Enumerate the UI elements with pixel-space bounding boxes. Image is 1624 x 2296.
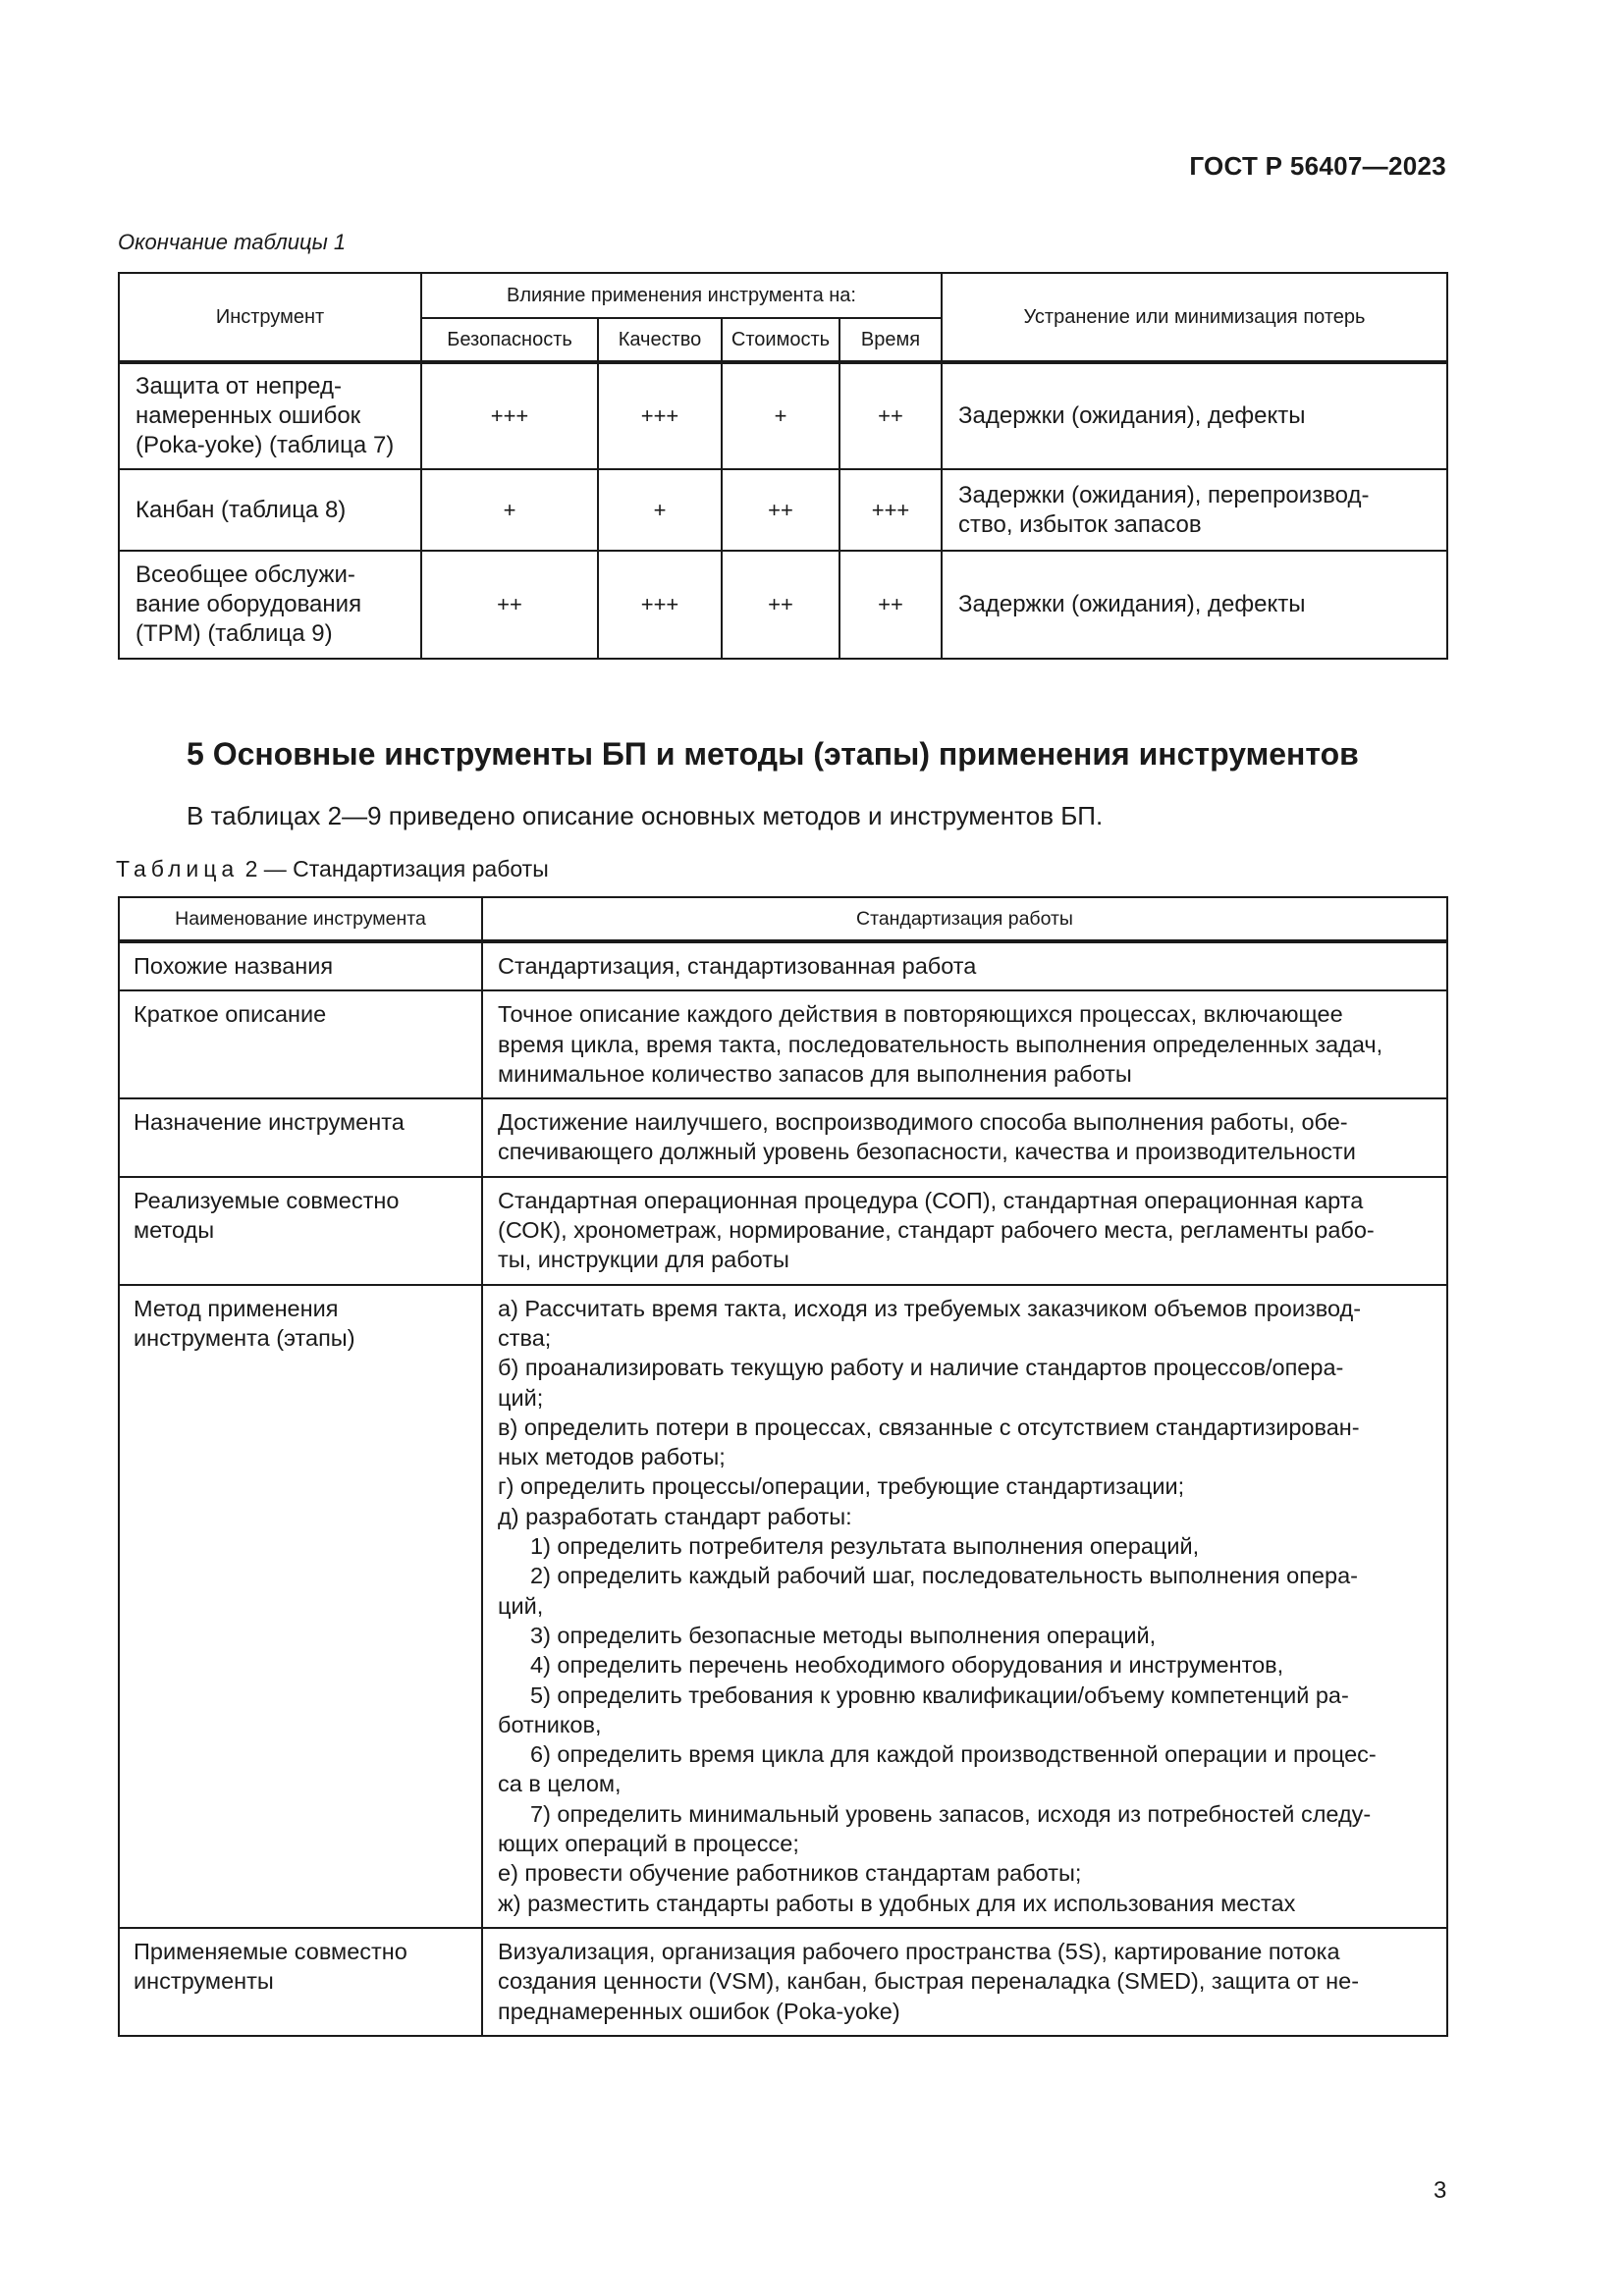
- cell-text: Защита от непред-: [135, 373, 342, 400]
- cell-text: (Poka-yoke) (таблица 7): [135, 432, 395, 458]
- table2-caption-word: Таблица: [116, 856, 240, 881]
- cell-text: инструмента (этапы): [134, 1324, 355, 1351]
- cell-text: Краткое описание: [134, 1001, 327, 1028]
- cell-text: в) определить потери в процессах, связанные с отсутствием стандартизирован-: [498, 1414, 1360, 1440]
- cell-text: Канбан (таблица 8): [135, 496, 347, 523]
- table1-cost-cell: ++: [722, 551, 839, 659]
- cell-text: Похожие названия: [134, 953, 334, 979]
- cell-text: создания ценности (VSM), канбан, быстрая переналадка (SMED), защита от не-: [498, 1968, 1360, 1995]
- cell-text: г) определить процессы/операции, требующие стандартизации;: [498, 1473, 1185, 1500]
- cell-text: Достижение наилучшего, воспроизводимого способа выполнения работы, обе-: [498, 1109, 1348, 1136]
- cell-text: спечивающего должный уровень безопасности, качества и производительности: [498, 1139, 1356, 1165]
- table-row: [119, 362, 1447, 469]
- row-label: [119, 941, 482, 990]
- cell-text: ций,: [498, 1592, 544, 1619]
- table1-safety-cell: +: [421, 469, 598, 551]
- table1-safety-cell: ++: [421, 551, 598, 659]
- table1-header-instrument: Инструмент: [119, 273, 421, 362]
- cell-text: 3) определить безопасные методы выполнения операций,: [530, 1622, 1157, 1648]
- table1-header-losses: Устранение или минимизация потерь: [942, 273, 1447, 362]
- cell-text: е) провести обучение работников стандартам работы;: [498, 1860, 1082, 1887]
- table1-losses-cell: [942, 362, 1447, 469]
- cell-text: ботников,: [498, 1711, 602, 1737]
- row-content: [482, 1928, 1447, 2036]
- cell-text: Стандартизация, стандартизованная работа: [498, 953, 977, 979]
- table1-losses-cell: [942, 469, 1447, 551]
- cell-text: б) проанализировать текущую работу и наличие стандартов процессов/опера-: [498, 1355, 1344, 1381]
- cell-text: ж) разместить стандарты работы в удобных для их использования местах: [498, 1890, 1296, 1916]
- table1: [118, 272, 1448, 660]
- row-content: [482, 990, 1447, 1098]
- table1-header-influence: Влияние применения инструмента на:: [421, 273, 942, 318]
- cell-text: ющих операций в процессе;: [498, 1831, 799, 1857]
- table-row: [119, 1177, 1447, 1285]
- cell-text: д) разработать стандарт работы:: [498, 1503, 852, 1529]
- cell-text: Стандартная операционная процедура (СОП), стандартная операционная карта: [498, 1187, 1364, 1213]
- cell-text: ства;: [498, 1324, 552, 1351]
- table2-header-name: Наименование инструмента: [119, 897, 482, 941]
- cell-text: 5) определить требования к уровню квалификации/объему компетенций ра-: [530, 1682, 1349, 1708]
- cell-text: ты, инструкции для работы: [498, 1247, 789, 1273]
- section-5-title: 5 Основные инструменты БП и методы (этапы) применения инструментов: [187, 736, 1359, 772]
- table1-header-cost: Стоимость: [722, 318, 839, 362]
- table1-safety-cell: +++: [421, 362, 598, 469]
- table-header-row: [119, 897, 1447, 941]
- table1-time-cell: +++: [839, 469, 942, 551]
- row-label: [119, 1928, 482, 2036]
- row-content: [482, 1285, 1447, 1928]
- table1-time-cell: ++: [839, 551, 942, 659]
- cell-text: а) Рассчитать время такта, исходя из требуемых заказчиком объемов производ-: [498, 1295, 1362, 1321]
- cell-text: са в целом,: [498, 1771, 622, 1797]
- row-content: [482, 1098, 1447, 1177]
- table2: [118, 896, 1448, 2037]
- cell-text: Точное описание каждого действия в повторяющихся процессах, включающее: [498, 1001, 1343, 1028]
- table-row: [119, 551, 1447, 659]
- table-row: [119, 469, 1447, 551]
- table1-header-time: Время: [839, 318, 942, 362]
- cell-text: инструменты: [134, 1968, 274, 1995]
- cell-text: минимальное количество запасов для выполнения работы: [498, 1060, 1132, 1087]
- cell-text: 2) определить каждый рабочий шаг, последовательность выполнения опера-: [530, 1563, 1358, 1589]
- cell-text: Задержки (ожидания), перепроизвод-: [958, 481, 1370, 508]
- table2-caption: [116, 856, 549, 882]
- page-number: 3: [1434, 2177, 1447, 2204]
- row-label: [119, 1098, 482, 1177]
- table-row: [119, 1098, 1447, 1177]
- table1-cost-cell: ++: [722, 469, 839, 551]
- table1-quality-cell: +++: [598, 551, 722, 659]
- cell-text: намеренных ошибок: [135, 402, 361, 429]
- cell-text: Задержки (ожидания), дефекты: [958, 591, 1306, 617]
- table1-caption: Окончание таблицы 1: [118, 230, 347, 254]
- table1-instrument-cell: [119, 469, 421, 551]
- table1-cost-cell: +: [722, 362, 839, 469]
- table1-instrument-cell: [119, 551, 421, 659]
- cell-text: методы: [134, 1217, 215, 1244]
- cell-text: вание оборудования: [135, 591, 362, 617]
- table1-losses-cell: [942, 551, 1447, 659]
- table-row: [119, 990, 1447, 1098]
- table1-instrument-cell: [119, 362, 421, 469]
- cell-text: ство, избыток запасов: [958, 510, 1202, 538]
- cell-text: (СОК), хронометраж, нормирование, стандарт рабочего места, регламенты рабо-: [498, 1217, 1375, 1244]
- table1-time-cell: ++: [839, 362, 942, 469]
- row-label: [119, 990, 482, 1098]
- cell-text: преднамеренных ошибок (Poka-yoke): [498, 1998, 900, 2024]
- row-label: [119, 1177, 482, 1285]
- table-row: [119, 941, 1447, 990]
- cell-text: Задержки (ожидания), дефекты: [958, 402, 1306, 429]
- cell-text: 1) определить потребителя результата выполнения операций,: [530, 1533, 1200, 1560]
- cell-text: Визуализация, организация рабочего пространства (5S), картирование потока: [498, 1938, 1340, 1964]
- row-content: [482, 1177, 1447, 1285]
- cell-text: Всеобщее обслужи-: [135, 561, 355, 588]
- document-standard-header: ГОСТ Р 56407—2023: [1189, 151, 1446, 181]
- cell-text: 6) определить время цикла для каждой производственной операции и процес-: [530, 1741, 1377, 1768]
- cell-text: время цикла, время такта, последовательность выполнения определенных задач,: [498, 1031, 1383, 1057]
- table1-quality-cell: +: [598, 469, 722, 551]
- cell-text: Реализуемые совместно: [134, 1187, 400, 1213]
- table2-header-value: Стандартизация работы: [482, 897, 1447, 941]
- cell-text: Применяемые совместно: [134, 1938, 407, 1964]
- table1-header-quality: Качество: [598, 318, 722, 362]
- table1-quality-cell: +++: [598, 362, 722, 469]
- cell-text: ных методов работы;: [498, 1444, 726, 1470]
- table-row: [119, 1928, 1447, 2036]
- cell-text: 7) определить минимальный уровень запасов, исходя из потребностей следу-: [530, 1800, 1372, 1827]
- cell-text: ций;: [498, 1384, 544, 1411]
- row-label: [119, 1285, 482, 1928]
- table1-header-safety: Безопасность: [421, 318, 598, 362]
- row-content: [482, 941, 1447, 990]
- table-row: [119, 1285, 1447, 1928]
- section-5-intro: В таблицах 2—9 приведено описание основных методов и инструментов БП.: [187, 801, 1104, 830]
- cell-text: (TPM) (таблица 9): [135, 620, 333, 647]
- cell-text: Назначение инструмента: [134, 1109, 405, 1136]
- cell-text: Метод применения: [134, 1295, 339, 1321]
- table2-caption-title: 2 — Стандартизация работы: [239, 856, 549, 881]
- cell-text: 4) определить перечень необходимого оборудования и инструментов,: [530, 1652, 1284, 1679]
